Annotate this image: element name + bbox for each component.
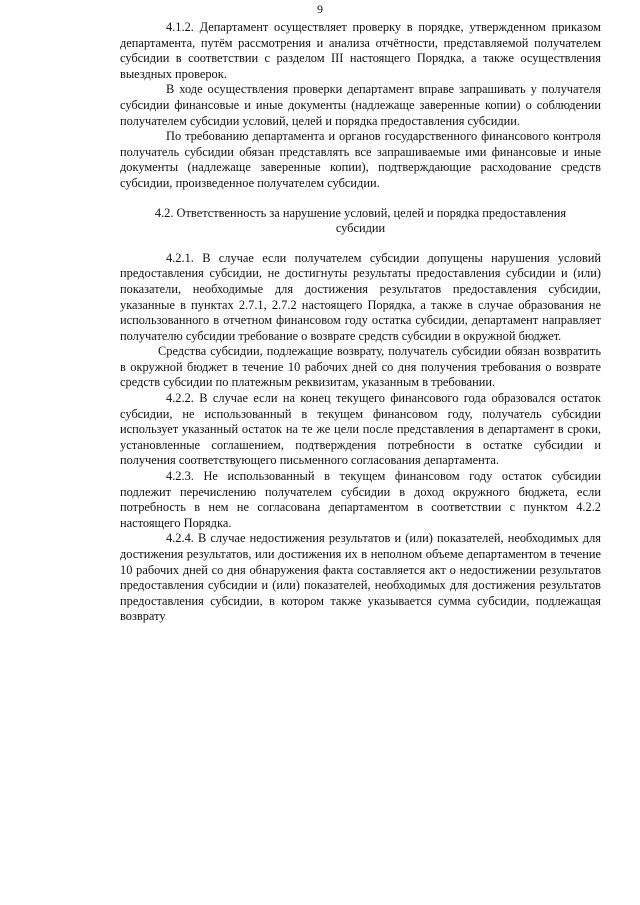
spacer (120, 192, 601, 206)
section-heading-4-2: 4.2. Ответственность за нарушение условий, целей и порядка предоставления субсидии (154, 205, 567, 236)
spacer (120, 237, 601, 251)
document-body (120, 20, 601, 625)
paragraph-4-2-1: 4.2.1. В случае если получателем субсидии допущены нарушения условий предоставления субсидии, не достигнуты результаты предоставления субсидии и (или) показатели, необходимые для достижения результатов предоставления субсидии, указанные в пунктах 2.7.1, 2.7.2 настоящего Порядка, а также в случае образования не использованного в отчетном финансовом году остатка субсидии, департамент направляет получателю субсидии требование о возврате средств субсидии в окружной бюджет. (120, 250, 601, 343)
paragraph-4-2-4: 4.2.4. В случае недостижения результатов и (или) показателей, необходимых для достижения результатов, или достижения их в неполном объеме департаментом в течение 10 рабочих дней со дня обнаружения факта составляется акт о недостижении результатов предоставления субсидии и (или) показателей, необходимых для достижения результатов предоставления субсидии, в котором также указывается сумма субсидии, подлежащая возврату (120, 531, 601, 624)
paragraph-4-2-3: 4.2.3. Не использованный в текущем финансовом году остаток субсидии подлежит перечислению получателем субсидии в доход окружного бюджета, если потребность в нем не согласована департаментом в соответствии с пунктом 4.2.2 настоящего Порядка. (120, 469, 601, 530)
paragraph-4-1-2: 4.1.2. Департамент осуществляет проверку в порядке, утвержденном приказом департамента, путём рассмотрения и анализа отчётности, представляемой получателем субсидии в соответствии с разделом III настоящего Порядка, а также осуществления выездных проверок. (120, 20, 601, 81)
paragraph-refund-terms: Средства субсидии, подлежащие возврату, получатель субсидии обязан возвратить в окружной бюджет в течение 10 рабочих дней со дня получения требования о возврате средств субсидии по платежным реквизитам, указанным в требовании. (120, 344, 601, 390)
page-number: 9 (317, 2, 323, 16)
paragraph-inspection-rights: В ходе осуществления проверки департамент вправе запрашивать у получателя субсидии финансовые и иные документы (надлежаще заверенные копии) о соблюдении получателем субсидии условий, целей и порядка предоставления субсидии. (120, 82, 601, 128)
paragraph-4-2-2: 4.2.2. В случае если на конец текущего финансового года образовался остаток субсидии, не использованный в текущем финансовом году, получатель субсидии использует указанный остаток на те же цели после представления в департамент в сроки, установленные соглашением, подтверждения потребности в остатке субсидии и получения соответствующего письменного согласования департамента. (120, 391, 601, 468)
paragraph-document-obligation: По требованию департамента и органов государственного финансового контроля получатель субсидии обязан представлять все запрашиваемые ими финансовые и иные документы (надлежаще заверенные копии), подтверждающие расходование средств субсидии, произведенное получателем субсидии. (120, 129, 601, 190)
